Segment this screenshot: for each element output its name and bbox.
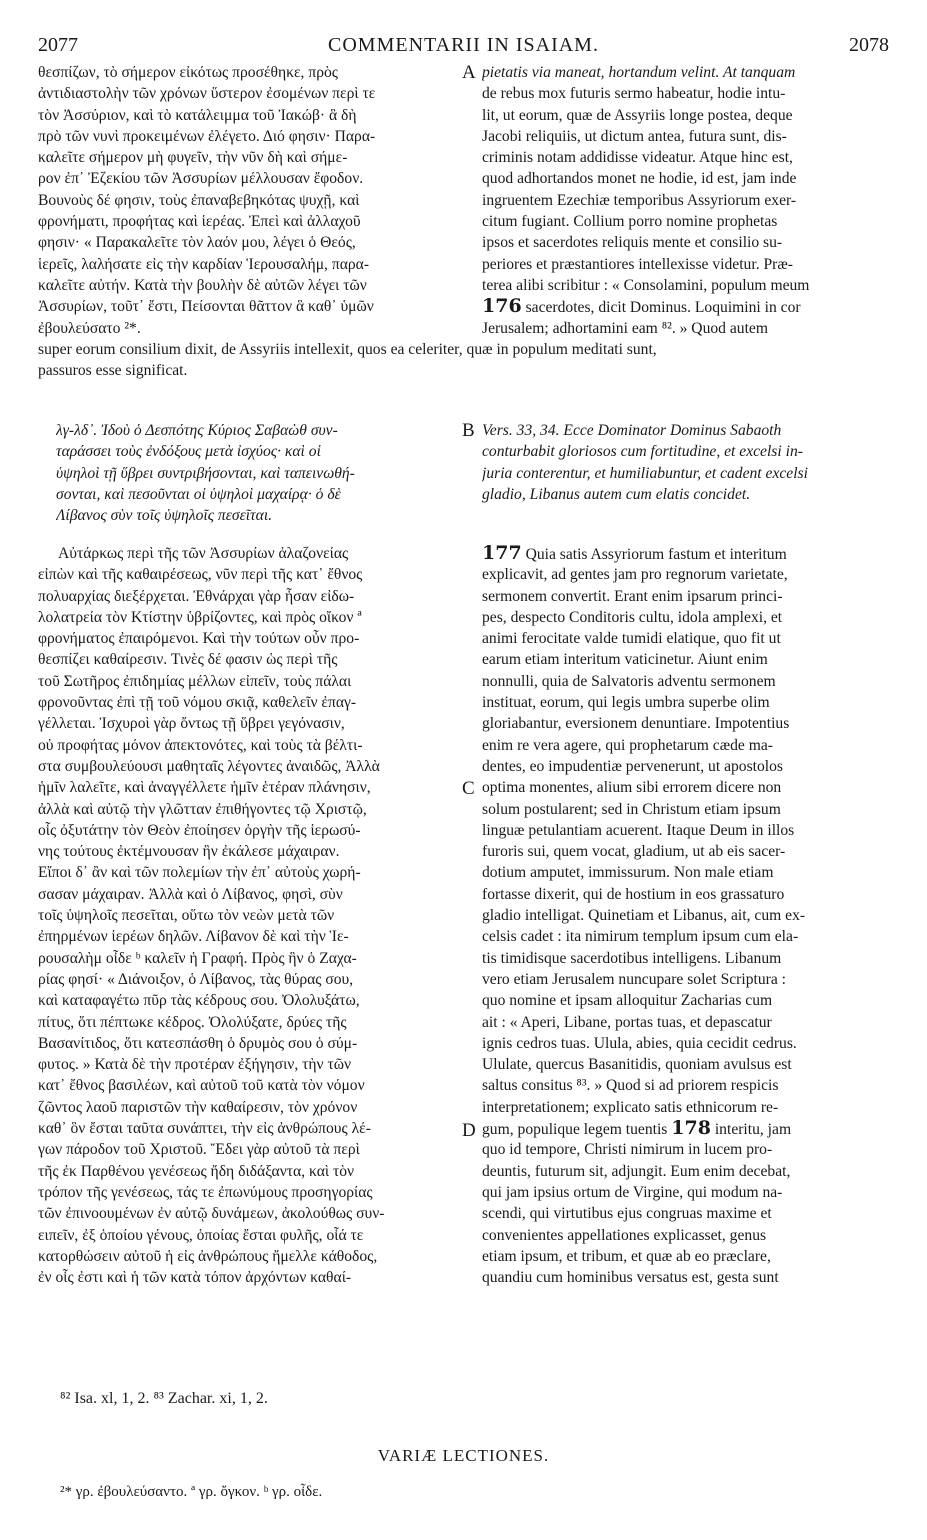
- text-line: ignis cedros tuas. Ulula, abies, quia cecidit cedrus.: [482, 1034, 797, 1052]
- text-line: Αὐτάρκως περὶ τῆς τῶν Ἀσσυρίων ἀλαζονείας: [58, 545, 349, 562]
- text-line: καὶ καταφαγέτω πῦρ τὰς κέδρους σου. Ὀλολυξάτω,: [38, 992, 360, 1010]
- text-line: dotium amputet, immissurum. Non male etiam: [482, 864, 774, 882]
- text-line: sermonem convertit. Erant enim ipsarum princi-: [482, 587, 783, 605]
- text-line: fortasse dixerit, qui de hostium in eos grassaturo: [482, 885, 785, 903]
- text-line: ἡμῖν λαλεῖτε, καὶ ἀναγγέλλετε ἡμῖν ἑτέραν πλάνησιν,: [38, 779, 371, 797]
- text-line: πρὸ τῶν νυνὶ προκειμένων ἐλέγετο. Διό φησιν· Παρα-: [38, 127, 376, 145]
- text-line: Βασανίτιδος, ὅτι κατεσπάσθη ὁ δρυμὸς σου ὁ σύμ-: [38, 1034, 358, 1052]
- text-line: scendi, qui virtutibus ejus congruas maxime et: [482, 1205, 772, 1223]
- full-width-text: [38, 339, 892, 382]
- text-line: στα συμβουλεύουσι μαθηταῖς λέγοντες ἀναιδῶς, Ἀλλὰ: [38, 757, 380, 775]
- text-line: linguæ petulantiam acuerent. Itaque Deum in illos: [482, 821, 795, 839]
- variae-lectiones-title: VARIÆ LECTIONES.: [377, 1446, 550, 1465]
- text-line: qui jam ipsius ortum de Virgine, qui modum na-: [482, 1183, 783, 1201]
- text-line: dentes, eo impudentiæ pervenerunt, ut apostolos: [482, 757, 783, 775]
- text-line: φυτος. » Κατὰ δὲ τὴν προτέραν ἐξήγησιν, τὴν τῶν: [38, 1056, 352, 1074]
- text-line: ρουσαλὴμ οἶδε ᵇ καλεῖν ἡ Γραφή. Πρὸς ἣν ὁ Ζαχα-: [38, 949, 357, 967]
- verse-line: Vers. 33, 34. Ecce Dominator Dominus Sabaoth: [482, 422, 782, 439]
- text-line: ingruentem Ezechiæ temporibus Assyriorum exer-: [482, 191, 797, 209]
- text-line: animi ferocitate valde tumidi elatique, quo fit ut: [482, 630, 781, 648]
- text-line: θεσπίζει καθαίρεσιν. Τινὲς δέ φασιν ὡς περὶ τῆς: [38, 651, 338, 669]
- greek-verse: [56, 420, 458, 526]
- text-line: φρονοῦντας ἐπὶ τῇ τοῦ νόμου σκιᾷ, καθελεῖν ἐπαγ-: [38, 694, 357, 712]
- text-line: gladio intelligat. Quinetiam et Libanus, ait, cum ex-: [482, 907, 806, 925]
- text-line: lit, ut eorum, quæ de Assyriis longe postea, deque: [482, 106, 793, 124]
- margin-marker-a: A: [462, 62, 476, 83]
- text-line: quandiu cum hominibus versatus est, gesta sunt: [482, 1269, 779, 1287]
- text-line: passuros esse significat.: [38, 362, 188, 380]
- latin-column-main: [482, 543, 892, 1288]
- text-line: γων πάροδον τοῦ Χριστοῦ. Ἔδει γὰρ αὐτοῦ τὰ περὶ: [38, 1141, 360, 1159]
- text-line: Βουνοὺς δέ φησιν, τοὺς ἐπαναβεβηκότας ψυχῇ, καὶ: [38, 191, 360, 209]
- greek-column-top: [38, 62, 458, 339]
- latin-column-top: [482, 62, 892, 339]
- text-line: [482, 296, 892, 317]
- text-line: deuntis, futurum sit, adjungit. Eum enim decebat,: [482, 1162, 791, 1180]
- text-fragment: interitu, jam: [710, 1121, 792, 1139]
- text-line: Jerusalem; adhortamini eam ⁸². » Quod autem: [482, 319, 768, 337]
- latin-verse: [482, 420, 892, 505]
- margin-marker-b: B: [462, 420, 475, 441]
- text-line: θεσπίζων, τὸ σήμερον εἰκότως προσέθηκε, πρὸς: [38, 64, 338, 81]
- verse-line: conturbabit gloriosos cum fortitudine, et excelsi in-: [482, 443, 803, 461]
- text-line: ἐπηρμένων ἱερέων δηλῶν. Λίβανον δὲ καὶ τὴν Ἱε-: [38, 928, 349, 946]
- text-line: explicavit, ad gentes jam pro regnorum varietate,: [482, 566, 788, 584]
- text-line: λολατρεία τὸν Κτίστην ὑβρίζοντες, καὶ πρὸς οἴκον ª: [38, 608, 362, 626]
- text-line: interpretationem; explicato satis ethnicorum re-: [482, 1098, 779, 1116]
- text-line: Ἀσσυρίων, τοῦτ᾽ ἔστι, Πείσονται θᾶττον ἃ καθ᾽ ὑμῶν: [38, 298, 374, 316]
- text-fragment: gum, populique legem tuentis: [482, 1121, 668, 1139]
- text-line: celsis cadet : ita nimirum templum ipsum cum ela-: [482, 928, 799, 946]
- page-number-marker: 177: [482, 543, 522, 564]
- text-line: nonnulli, quia de Salvatoris adventu sermonem: [482, 672, 776, 690]
- text-line: τῶν ἐπινοουμένων ἐν αὐτῷ δυνάμεων, ἀκολούθως συν-: [38, 1205, 385, 1223]
- text-line: φρονήματος ἐπαιρόμενοι. Καὶ τὴν τούτων οὖν προ-: [38, 630, 360, 648]
- text-line: gloriabantur, eversionem denuntiare. Impotentius: [482, 715, 790, 733]
- header-title: COMMENTARII IN ISAIAM.: [328, 34, 599, 56]
- text-line: enim re vera agere, qui prophetarum cæde ma-: [482, 736, 773, 754]
- text-line: ειπεῖν, ἐξ ὁποίου γένους, ὁποίας ἔσται φυλῆς, οἷά τε: [38, 1226, 364, 1244]
- footnotes: ⁸² Isa. xl, 1, 2. ⁸³ Zachar. xi, 1, 2.: [60, 1390, 268, 1407]
- margin-marker-d: D: [462, 1120, 476, 1141]
- text-line: citum fugiant. Collium porro nomine prophetas: [482, 213, 778, 231]
- page-header: [38, 34, 889, 62]
- verse-line: gladio, Libanus autem cum elatis concidet.: [482, 485, 751, 503]
- text-line: convenientes appellationes explicasset, genus: [482, 1226, 767, 1244]
- text-line: σασαν μάχαιραν. Ἀλλὰ καὶ ὁ Λίβανος, φησὶ, σὺν: [38, 885, 343, 903]
- text-line: [482, 1118, 892, 1139]
- text-line: ipsos et sacerdotes reliquis mente et consilio su-: [482, 234, 783, 252]
- header-page-right: 2078: [849, 34, 889, 56]
- text-line: εἰπὼν καὶ τῆς καθαιρέσεως, νῦν περὶ τῆς κατ᾽ ἔθνος: [38, 566, 363, 584]
- text-line: κατ᾽ ἔθνος βασιλέων, καὶ αὐτοῦ τοῦ κατὰ τὸν νόμον: [38, 1077, 365, 1095]
- text-line: optima monentes, alium sibi errorem dicere non: [482, 779, 782, 797]
- text-line: quo id tempore, Christi nimirum in lucem pro-: [482, 1141, 773, 1159]
- text-line: τοῦ Σωτῆρος ἐπιδημίας μέλλων εἰπεῖν, τοὺς πάλαι: [38, 672, 352, 690]
- text-line: Ululate, quercus Basanitidis, quoniam avulsus est: [482, 1056, 792, 1074]
- text-line: τῆς ἐκ Παρθένου γενέσεως ἤδη διδάξαντα, καὶ τὸν: [38, 1162, 355, 1180]
- text-line: [482, 543, 892, 564]
- text-line: saltus consitus ⁸³. » Quod si ad priorem respicis: [482, 1077, 779, 1095]
- verse-line: Λίβανος σὺν τοῖς ὑψηλοῖς πεσεῖται.: [56, 507, 273, 525]
- text-line: τρόπον τῆς γενέσεως, τάς τε ἐπωνύμους προσηγορίας: [38, 1183, 373, 1201]
- text-line: γέλλεται. Ἰσχυροὶ γὰρ ὄντως τῇ ὕβρει γεγόνασιν,: [38, 715, 345, 733]
- text-line: φησιν· « Παρακαλεῖτε τὸν λαόν μου, λέγει ὁ Θεός,: [38, 234, 356, 252]
- text-line: ρίας φησί· « Διάνοιξον, ὁ Λίβανος, τὰς θύρας σου,: [38, 970, 354, 988]
- page-number-marker: 178: [671, 1118, 711, 1140]
- text-line: ἀντιδιαστολὴν τῶν χρόνων ὕστερον ἐσομένων περὶ τε: [38, 85, 376, 103]
- text-line: ρον ἐπ᾽ Ἐζεκίου τῶν Ἀσσυρίων μέλλουσαν ἔφοδον.: [38, 170, 364, 188]
- text-line: οὐ προφήτας μόνον ἀπεκτονότες, καὶ τοὺς τὰ βέλτι-: [38, 736, 363, 754]
- text-line: φρονήματι, προφήτας καὶ ἱερέας. Ἐπεὶ καὶ ἀλλαχοῦ: [38, 213, 361, 231]
- text-line: πίτυς, ὅτι πέπτωκε κέδρος. Ὀλολύξατε, δρύες τῆς: [38, 1013, 347, 1031]
- text-line: periores et præstantiores intellexisse videtur. Præ-: [482, 255, 793, 273]
- text-line: solum postularent; sed in Christum etiam ipsum: [482, 800, 781, 818]
- text-line: pietatis via maneat, hortandum velint. At tanquam: [482, 64, 796, 81]
- text-line: ἱερεῖς, λαλήσατε εἰς τὴν καρδίαν Ἱερουσαλήμ, παρα-: [38, 255, 370, 273]
- text-line: vero etiam Jerusalem nuncupare solet Scriptura :: [482, 970, 786, 988]
- text-line: terea alibi scribitur : « Consolamini, populum meum: [482, 276, 810, 294]
- verse-line: σονται, καὶ πεσοῦνται οἱ ὑψηλοὶ μαχαίρᾳ· ὁ δὲ: [56, 485, 341, 503]
- text-line: καλεῖτε αὐτήν. Κατὰ τὴν βουλὴν δὲ αὐτῶν λέγει τῶν: [38, 276, 367, 294]
- text-line: νης τούτους ἐκτέμνουσαν ἣν ἐκάλεσε μάχαιραν.: [38, 843, 340, 861]
- text-line: quo nomine et ipsam alloquitur Zacharias cum: [482, 992, 773, 1010]
- variae-lectiones: ²* γρ. ἐβουλεύσαντο. ª γρ. ὄγκον. ᵇ γρ. οἶδε.: [60, 1484, 323, 1500]
- text-line: de rebus mox futuris sermo habeatur, hodie intu-: [482, 85, 786, 103]
- verse-line: λγ-λδ᾽. Ἰδοὺ ὁ Δεσπότης Κύριος Σαβαὼθ συν-: [56, 422, 338, 439]
- text-line: super eorum consilium dixit, de Assyriis intellexit, quos ea celeriter, quæ in populum meditati sunt,: [38, 341, 657, 358]
- text-line: καθ᾽ ὃν ἔσται ταῦτα συνάπτει, τὴν εἰς ἀνθρώπους λέ-: [38, 1120, 371, 1138]
- text-line: τοῖς ὑψηλοῖς πεσεῖται, οὕτω τὸν νεὼν μετὰ τῶν: [38, 907, 335, 925]
- verse-line: ὑψηλοὶ τῇ ὕβρει συντριβήσονται, καὶ ταπεινωθή-: [56, 464, 355, 482]
- text-fragment: Quia satis Assyriorum fastum et interitum: [521, 546, 787, 563]
- text-line: pes, despecto Conditoris cultu, idola amplexi, et: [482, 608, 783, 626]
- text-line: ait : « Aperi, Libane, portas tuas, et depascatur: [482, 1013, 772, 1031]
- text-line: ἀλλὰ καὶ αὐτῷ τὴν γλῶτταν ἐπιθήγοντες τῷ Χριστῷ,: [38, 800, 367, 818]
- text-line: furoris sui, quem vocat, gladium, ut ab eis sacer-: [482, 843, 786, 861]
- text-line: καλεῖτε σήμερον μὴ φυγεῖν, τὴν νῦν δὴ καὶ σήμε-: [38, 149, 348, 167]
- text-line: Jacobi reliquiis, ut dictum antea, futura sunt, dis-: [482, 127, 787, 145]
- text-line: earum etiam interitum vaticinetur. Aiunt enim: [482, 651, 768, 669]
- text-line: ἐβουλεύσατο ²*.: [38, 319, 141, 337]
- page-number-marker: 176: [482, 296, 522, 318]
- text-line: οἷς ὀξυτάτην τὸν Θεὸν ἐποίησεν ὀργὴν τῆς ἱερωσύ-: [38, 821, 361, 839]
- margin-marker-c: C: [462, 778, 475, 799]
- verse-line: ταράσσει τοὺς ἐνδόξους μετὰ ἰσχύος· καὶ οἱ: [56, 443, 321, 461]
- text-line: quod adhortandos monet ne hodie, id est, jam inde: [482, 170, 797, 188]
- text-line: ἐν οἷς ἐστι καὶ ἡ τῶν κατὰ τόπον ἀρχόντων καθαί-: [38, 1269, 352, 1287]
- verse-line: juria conterentur, et humiliabuntur, et cadent excelsi: [482, 464, 808, 482]
- text-line: criminis notam addidisse videatur. Atque hinc est,: [482, 149, 793, 167]
- text-line: tis timidisque sacerdotibus intelligens. Libanum: [482, 949, 782, 967]
- text-line: τὸν Ἀσσύριον, καὶ τὸ κατάλειμμα τοῦ Ἰακώβ· ἃ δὴ: [38, 106, 357, 124]
- text-line: instituat, eorum, qui legis umbra superbe olim: [482, 694, 770, 712]
- text-line: etiam ipsum, et tribum, et quæ ab eo præclare,: [482, 1247, 771, 1265]
- text-line: ζῶντος λαοῦ παριστῶν τὴν καθαίρεσιν, τὸν χρόνον: [38, 1098, 358, 1116]
- header-page-left: 2077: [38, 34, 78, 56]
- text-line: κατορθώσειν αὐτοῦ ἡ εἰς ἀνθρώπους ἤμελλε κάθοδος,: [38, 1247, 378, 1265]
- text-fragment: sacerdotes, dicit Dominus. Loquimini in cor: [525, 299, 801, 317]
- greek-column-main: [38, 543, 458, 1288]
- text-line: πολυαρχίας διεξέρχεται. Ἐθνάρχαι γὰρ ἦσαν εἰδω-: [38, 587, 355, 605]
- text-line: Εἴποι δ᾽ ἂν καὶ τῶν πολεμίων τὴν ἐπ᾽ αὐτοὺς χωρή-: [38, 864, 361, 882]
